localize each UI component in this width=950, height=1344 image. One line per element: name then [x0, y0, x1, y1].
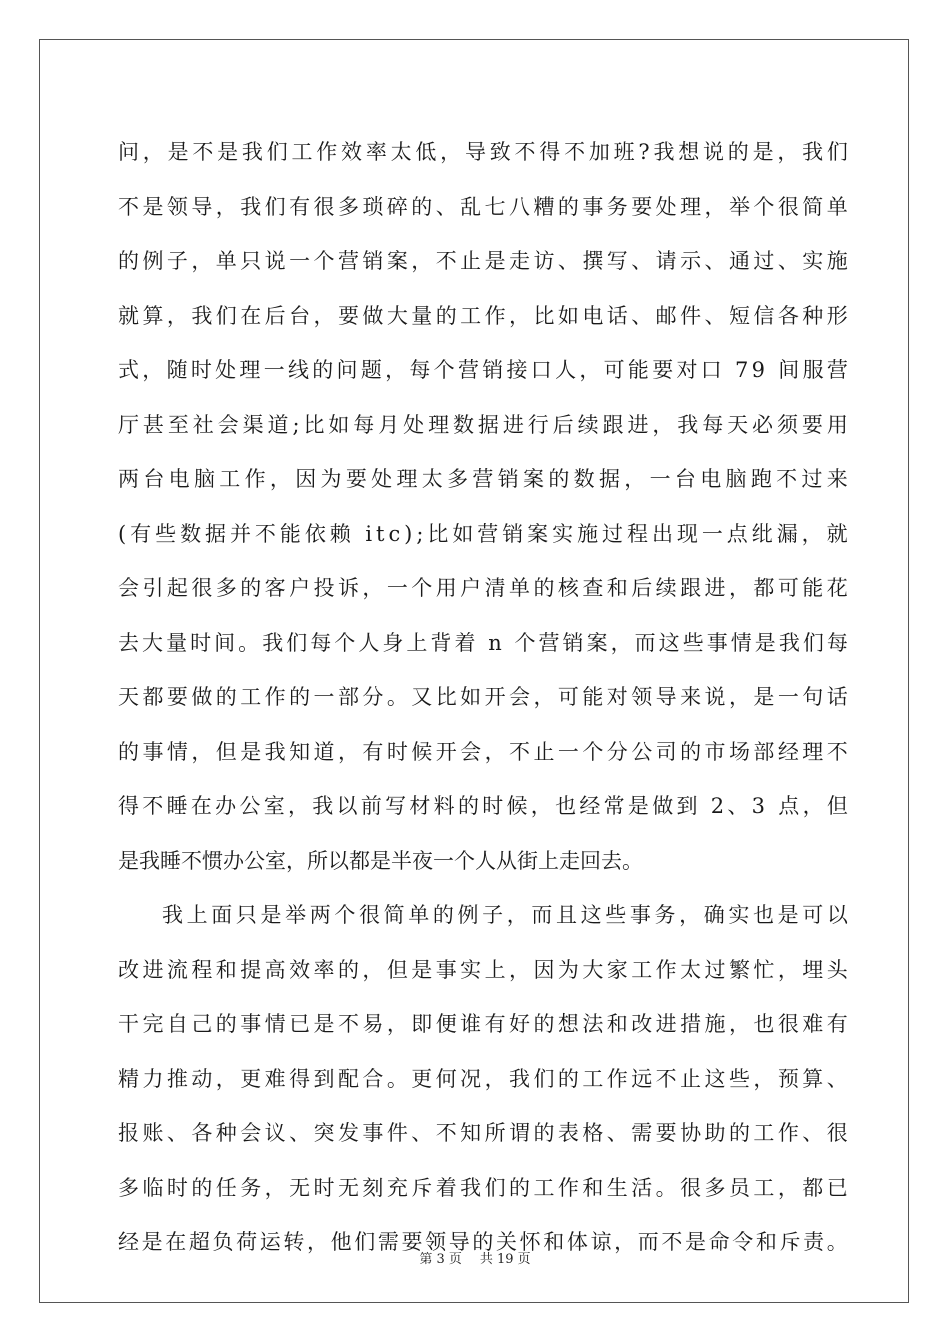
text-line: 两 台 电 脑 工 作 ， 因 为 要 处 理 太 多 营 销 案 的 数 据 ， 一 台 电 脑 跑 不 过 来: [118, 467, 848, 491]
total-pages: 共 19 页: [479, 1252, 531, 1267]
text-line: 改 进 流 程 和 提 高 效 率 的 ， 但 是 事 实 上 ， 因 为 大 家 工 作 太 过 繁 忙 ， 埋 头: [118, 957, 848, 982]
text-line: 天 都 要 做 的 工 作 的 一 部 分 。 又 比 如 开 会 ， 可 能 对 领 导 来 说 ， 是 一 句 话: [118, 685, 848, 709]
paragraph: [118, 888, 848, 1270]
document-body: [118, 125, 848, 1270]
text-line: 是我睡不惯办公室，所以都是半夜一个人从街上走回去。: [118, 848, 643, 873]
page-number: 第 3 页: [419, 1252, 462, 1267]
paragraph: [118, 125, 848, 888]
text-line: 报 账 、 各 种 会 议 、 突 发 事 件 、 不 知 所 谓 的 表 格 、 需 要 协 助 的 工 作 、 很: [118, 1121, 848, 1145]
text-line: 去 大 量 时 间 。 我 们 每 个 人 身 上 背 着 n 个 营 销 案 ， 而 这 些 事 情 是 我 们 每: [118, 630, 848, 655]
text-line: 经 是 在 超 负 荷 运 转 ， 他 们 需 要 领 导 的 关 怀 和 体 谅 ， 而 不 是 命 令 和 斥 责 。: [118, 1230, 848, 1254]
text-line: 我 上 面 只 是 举 两 个 很 简 单 的 例 子 ， 而 且 这 些 事 务 ， 确 实 也 是 可 以: [162, 903, 848, 927]
text-line: 干 完 自 己 的 事 情 已 是 不 易 ， 即 便 谁 有 好 的 想 法 和 改 进 措 施 ， 也 很 难 有: [118, 1012, 848, 1036]
text-line: ( 有 些 数 据 并 不 能 依 赖 i t c ) ; 比 如 营 销 案 实 施 过 程 出 现 一 点 纰 漏 ， 就: [118, 521, 848, 546]
text-line: 的 例 子 ， 单 只 说 一 个 营 销 案 ， 不 止 是 走 访 、 撰 写 、 请 示 、 通 过 、 实 施: [118, 249, 848, 273]
text-line: 得 不 睡 在 办 公 室 ， 我 以 前 写 材 料 的 时 候 ， 也 经 常 是 做 到 2 、 3 点 ， 但: [118, 794, 848, 818]
text-line: 精 力 推 动 ， 更 难 得 到 配 合 。 更 何 况 ， 我 们 的 工 作 远 不 止 这 些 ， 预 算 、: [118, 1066, 848, 1091]
text-line: 不 是 领 导 ， 我 们 有 很 多 琐 碎 的 、 乱 七 八 糟 的 事 务 要 处 理 ， 举 个 很 简 单: [118, 194, 848, 219]
text-line: 就 算 ， 我 们 在 后 台 ， 要 做 大 量 的 工 作 ， 比 如 电 话 、 邮 件 、 短 信 各 种 形: [118, 303, 848, 328]
text-line: 会 引 起 很 多 的 客 户 投 诉 ， 一 个 用 户 清 单 的 核 查 和 后 续 跟 进 ， 都 可 能 花: [118, 576, 848, 600]
page-footer: [0, 1248, 950, 1267]
text-line: 式 ， 随 时 处 理 一 线 的 问 题 ， 每 个 营 销 接 口 人 ， 可 能 要 对 口 7 9 间 服 营: [118, 358, 848, 382]
text-line: 问 ， 是 不 是 我 们 工 作 效 率 太 低 ， 导 致 不 得 不 加 班 ? 我 想 说 的 是 ， 我 们: [118, 140, 848, 164]
text-line: 厅 甚 至 社 会 渠 道 ; 比 如 每 月 处 理 数 据 进 行 后 续 跟 进 ， 我 每 天 必 须 要 用: [118, 412, 848, 437]
text-line: 多 临 时 的 任 务 ， 无 时 无 刻 充 斥 着 我 们 的 工 作 和 生 活 。 很 多 员 工 ， 都 已: [118, 1175, 848, 1200]
text-line: 的 事 情 ， 但 是 我 知 道 ， 有 时 候 开 会 ， 不 止 一 个 分 公 司 的 市 场 部 经 理 不: [118, 739, 848, 764]
